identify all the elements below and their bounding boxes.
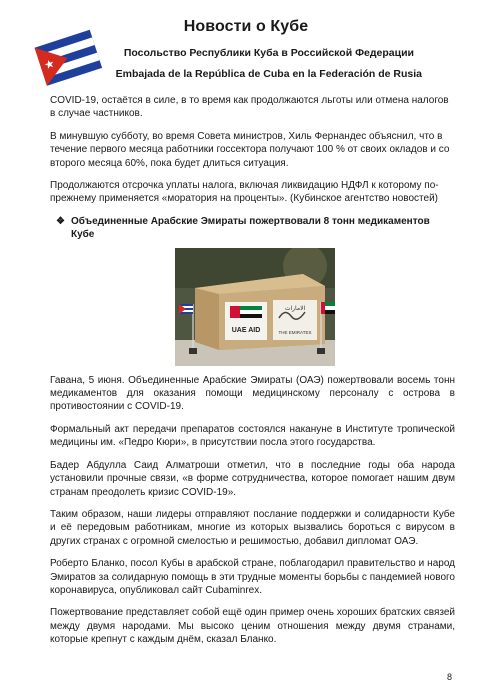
donation-photo-illustration	[175, 248, 335, 366]
box-label-uae-aid: UAE AID	[231, 326, 261, 334]
donation-photo	[175, 248, 335, 366]
paragraph-formal-act: Формальный акт передачи препаратов состоялся накануне в Институте тропической медицины им. «Педро Кюри», в присутствии посла этого государства.	[50, 423, 455, 449]
box-arabic-text: الامارات	[284, 304, 306, 312]
article-heading	[56, 215, 455, 242]
article-heading-text: Объединенные Арабские Эмираты пожертвовали 8 тонн медикаментов Кубе	[70, 215, 430, 241]
page-title: Новости о Кубе	[183, 18, 309, 35]
paragraph-tax-deferral: Продолжаются отсрочка уплаты налога, включая ликвидацию НДФЛ к которому по-прежнему применяется «моратория на проценты». (Кубинское агентство новостей)	[50, 180, 439, 205]
embassy-name-ru: Посольство Республики Куба в Российской Федерации	[123, 47, 414, 59]
paragraph-roberto-blanco: Роберто Бланко, посол Кубы в арабской стране, поблагодарил правительство и народ Эмиратов за солидарную помощь в эти трудные моменты борьбы с пандемией нового коронавируса, опубликовал сайт Cubaminrex.	[50, 558, 455, 596]
paragraph-leaders-message: Таким образом, наши лидеры отправляют послание поддержки и солидарности Кубе и её передовым работникам, многие из которых вызвались бороться с вирусом в других странах с огромной смелостью и решимостью, добавил дипломат ОАЭ.	[50, 508, 455, 547]
paragraph-donation-example: Пожертвование представляет собой ещё один пример очень хороших братских связей между двумя народами. Мы высоко ценим отношения между двумя странами, которые крепнут с каждым днём, сказал Бланко.	[50, 607, 455, 646]
box-label-the-emirates: THE EMIRATES	[278, 329, 312, 335]
paragraph-council-ministers: В минувшую субботу, во время Совета министров, Хиль Фернандес объяснил, что в течение первого месяца работники госсектора получают 100 % от своих окладов и со второго месяца 60%, пока будет длиться ситуация.	[50, 130, 450, 169]
page-header	[0, 0, 492, 92]
paragraph-ambassador-uae: Бадер Абдулла Саид Алматроши отметил, что в последние годы оба народа установили прочные связи, «в форме сотрудничества, которое помогает нашим двум странам преодолеть кризис COVID-19».	[50, 459, 455, 498]
article-body	[50, 94, 455, 656]
paragraph-covid-tax: COVID-19, остаётся в силе, в то время как продолжаются льготы или отмена налогов в случае частников.	[50, 95, 449, 120]
page-number: 8	[446, 672, 452, 682]
paragraph-havana-donation: Гавана, 5 июня. Объединенные Арабские Эмираты (ОАЭ) пожертвовали восемь тонн медикаментов для оказания помощи медицинскому персоналу с острова в противостоянии с COVID-19.	[50, 374, 455, 413]
embassy-name-es: Embajada de la República de Cuba en la Federación de Rusia	[115, 68, 422, 80]
diamond-bullet-icon: ❖	[56, 215, 65, 227]
